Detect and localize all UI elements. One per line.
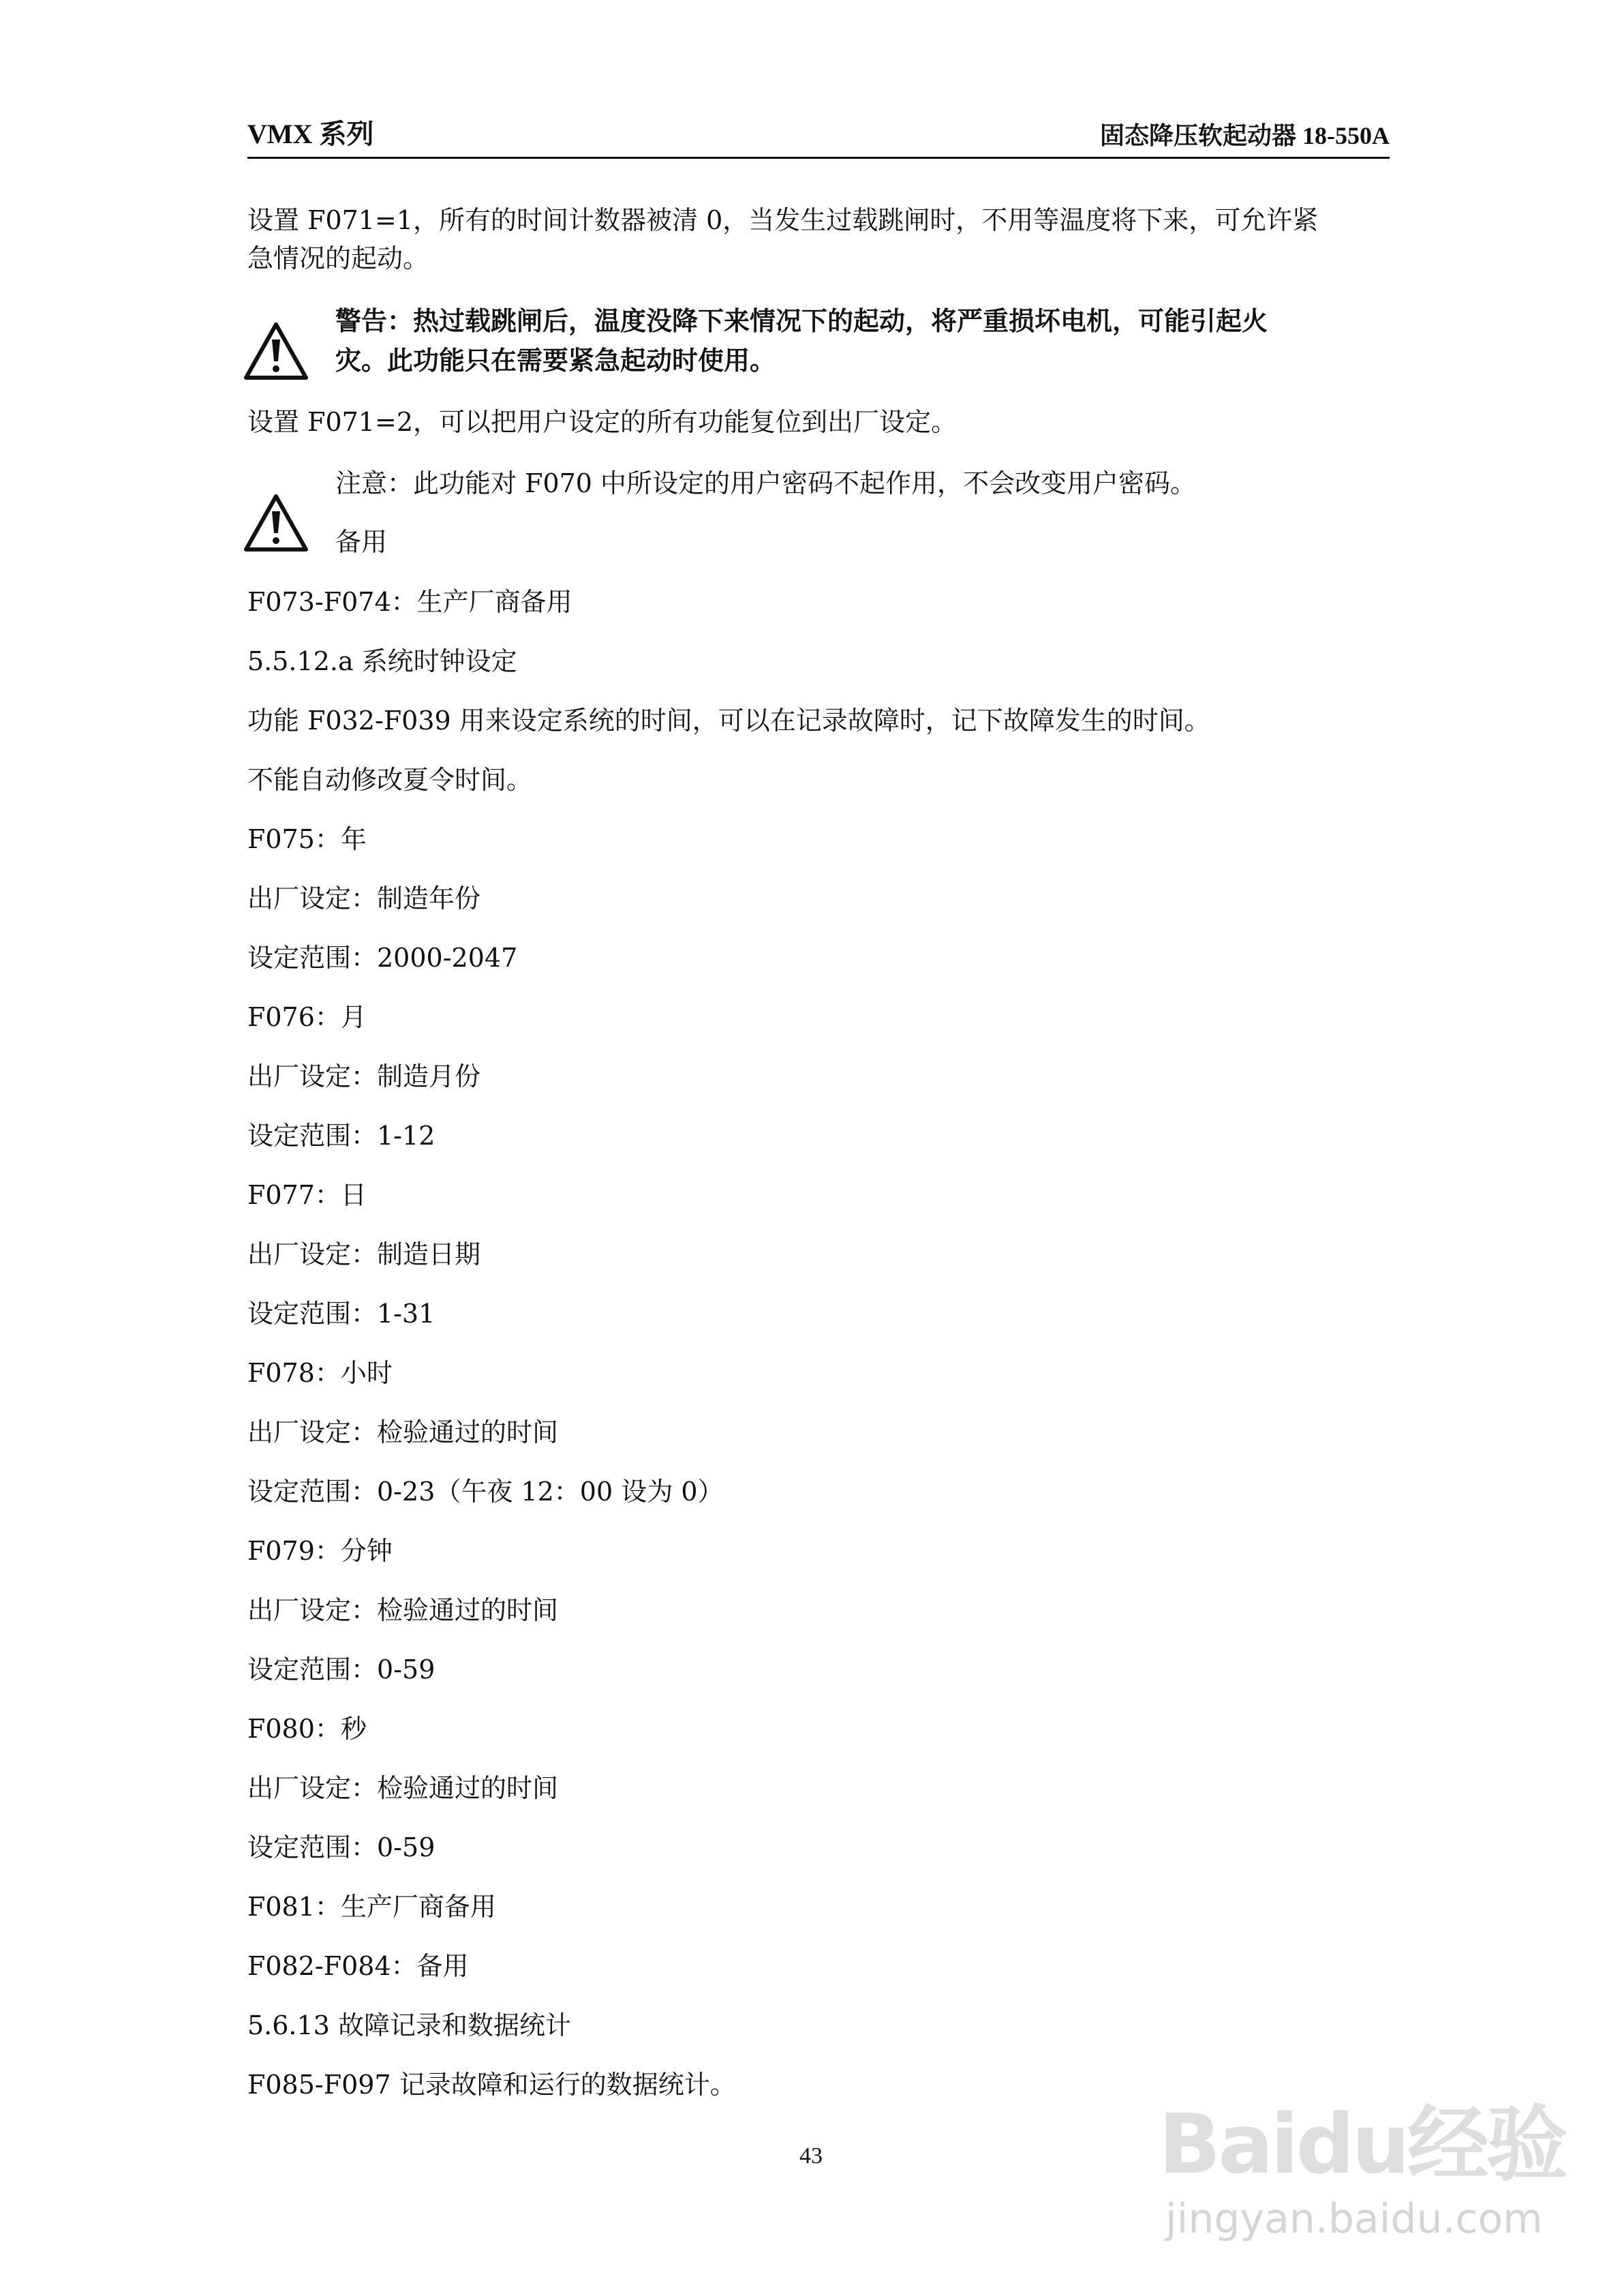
text-line: F082-F084：备用 [247,1951,469,1981]
watermark-url: jingyan.baidu.com [1165,2195,1543,2243]
warning-text: 灾。此功能只在需要紧急起动时使用。 [335,345,776,376]
text-line: 设定范围：0-59 [247,1655,435,1685]
paragraph-line: 设置 F071=1，所有的时间计数器被清 0，当发生过载跳闸时，不用等温度将下来，可允许紧 [247,205,1319,235]
text-line: F081：生产厂商备用 [247,1892,496,1922]
warning-triangle-icon [242,492,310,554]
watermark-logo: Baidu经验 [1159,2098,1565,2192]
text-line: F073-F074：生产厂商备用 [247,587,572,617]
section-heading: 5.5.12.a 系统时钟设定 [247,646,517,676]
warning-triangle-icon [242,320,310,382]
paragraph-line: 设置 F071=2，可以把用户设定的所有功能复位到出厂设定。 [247,407,957,437]
header-series: VMX 系列 [247,119,374,149]
text-line: 设定范围：1-31 [247,1299,435,1329]
section-heading: 5.6.13 故障记录和数据统计 [247,2010,571,2040]
text-line: 设定范围：0-23（午夜 12：00 设为 0） [247,1477,724,1507]
text-line: F079：分钟 [247,1536,393,1566]
text-line: F076：月 [247,1002,367,1032]
note-text: 注意：此功能对 F070 中所设定的用户密码不起作用，不会改变用户密码。 [335,468,1197,498]
page-header [247,115,1390,159]
text-line: F075：年 [247,824,367,854]
text-line: 出厂设定：检验通过的时间 [247,1773,559,1803]
watermark [1152,2072,1588,2277]
text-line: 出厂设定：检验通过的时间 [247,1595,559,1625]
text-line: 出厂设定：制造日期 [247,1239,481,1269]
text-line: F078：小时 [247,1358,393,1388]
text-line: 设定范围：2000-2047 [247,943,518,973]
text-line: 设定范围：0-59 [247,1832,435,1862]
text-line: 功能 F032-F039 用来设定系统的时间，可以在记录故障时，记下故障发生的时间。 [247,706,1210,736]
warning-text: 警告：热过载跳闸后，温度没降下来情况下的起动，将严重损坏电机，可能引起火 [335,305,1268,336]
text-line: 出厂设定：制造月份 [247,1061,481,1091]
text-line: F080：秒 [247,1714,367,1744]
text-line: F085-F097 记录故障和运行的数据统计。 [247,2070,736,2100]
text-line: F077：日 [247,1180,367,1210]
text-line: 不能自动修改夏令时间。 [247,765,533,795]
note-text: 备用 [335,527,388,557]
text-line: 出厂设定：检验通过的时间 [247,1417,559,1447]
page-number: 43 [799,2143,823,2169]
text-line: 出厂设定：制造年份 [247,883,481,913]
text-line: 设定范围：1-12 [247,1121,435,1151]
header-product: 固态降压软起动器 18-550A [1100,122,1390,149]
paragraph-line: 急情况的起动。 [247,243,429,273]
